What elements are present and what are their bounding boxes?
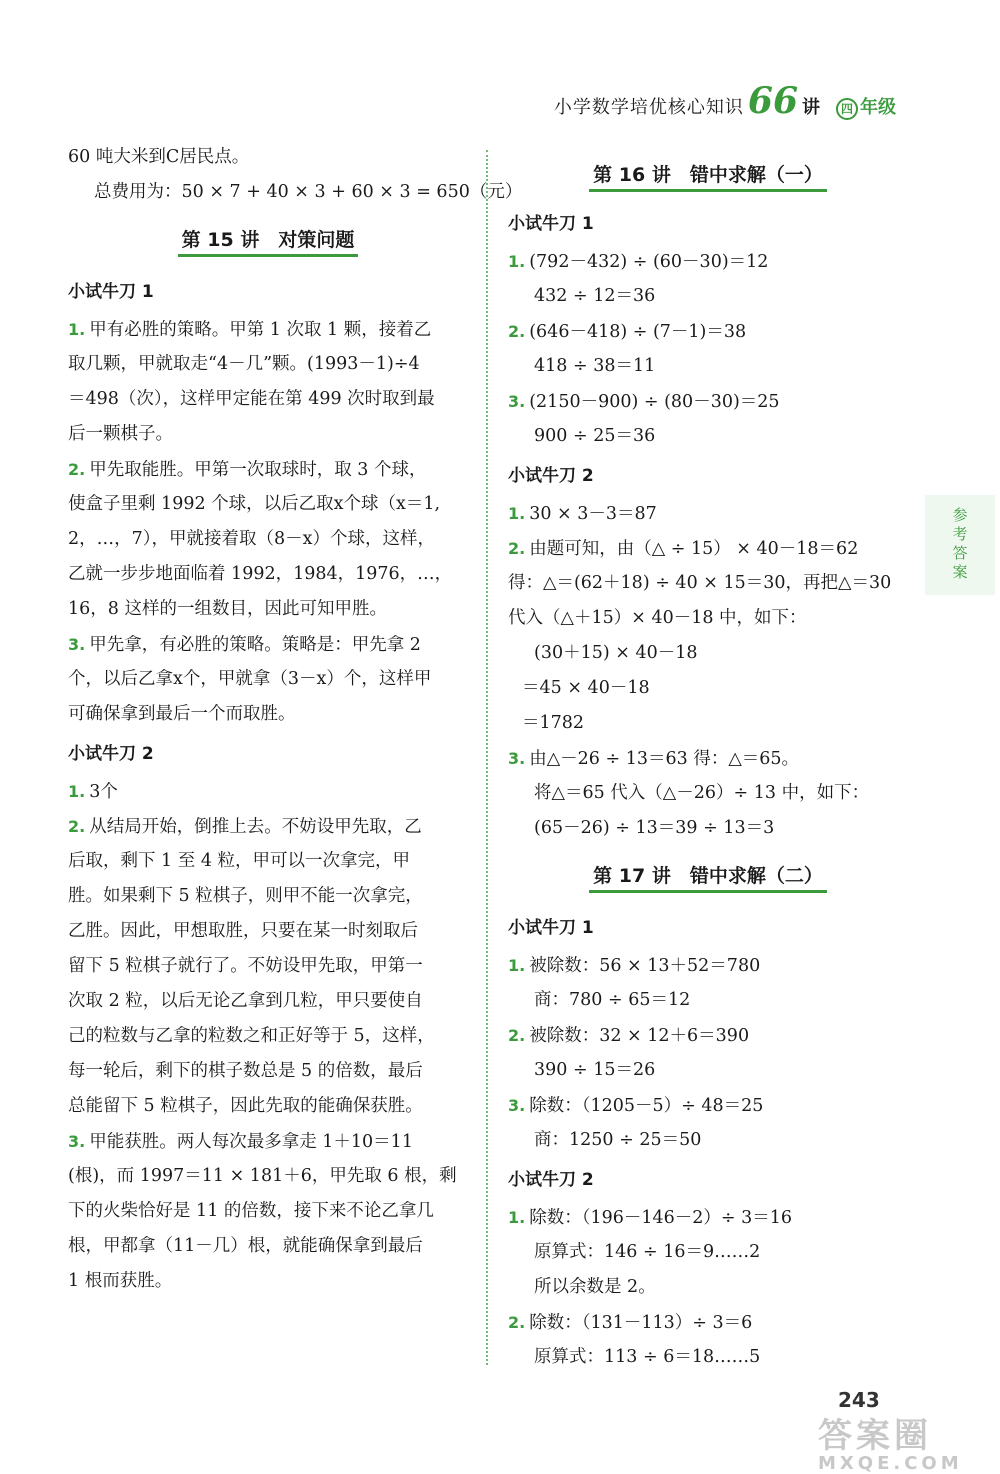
answer-text: 代入（△＋15）× 40－18 中，如下： [508, 608, 807, 628]
answer-text: (65－26) ÷ 13＝39 ÷ 13＝3 [534, 818, 775, 838]
intro-line: 总费用为：50 × 7 + 40 × 3 + 60 × 3 = 650（元） [94, 182, 523, 202]
answer-text: 每一轮后，剩下的棋子数总是 5 的倍数，最后 [68, 1061, 423, 1081]
answer-item [68, 312, 468, 452]
item-number: 2. [508, 322, 526, 341]
item-number: 1. [508, 504, 526, 523]
right-column [508, 140, 908, 1375]
side-tab-label: 参考答案 [950, 507, 969, 583]
page-number: 243 [838, 1388, 880, 1412]
watermark [818, 1408, 990, 1474]
answer-text: (646－418) ÷ (7－1)＝38 [529, 322, 747, 342]
answer-text: 胜。如果剩下 5 粒棋子，则甲不能一次拿完， [68, 886, 423, 906]
answer-text: 甲先取能胜。甲第一次取球时，取 3 个球， [89, 460, 427, 480]
answer-text: (2150－900) ÷ (80－30)＝25 [529, 392, 780, 412]
answer-text: 可确保拿到最后一个而取胜。 [68, 704, 296, 724]
lecture-15-title: 第 15 讲 对策问题 [178, 229, 359, 257]
answer-text: 甲能获胜。两人每次最多拿走 1＋10＝11 [89, 1132, 413, 1152]
column-divider [486, 150, 488, 1365]
answer-text: 己的粒数与乙拿的粒数之和正好等于 5，这样， [68, 1026, 435, 1046]
side-tab [925, 495, 995, 595]
book-number: 66 [747, 80, 798, 122]
answer-text: 900 ÷ 25＝36 [534, 426, 656, 446]
item-number: 1. [508, 252, 526, 271]
answer-text: 30 × 3－3＝87 [529, 504, 657, 524]
answer-text: 原算式：113 ÷ 6＝18……5 [534, 1347, 761, 1367]
answer-text: 1 根而获胜。 [68, 1271, 173, 1291]
item-number: 1. [508, 1208, 526, 1227]
answer-text: 个，以后乙拿x个，甲就拿（3－x）个，这样甲 [68, 669, 432, 689]
answer-text: (根)，而 1997＝11 × 181＋6，甲先取 6 根，剩 [68, 1166, 457, 1186]
answer-text: 原算式：146 ÷ 16＝9……2 [534, 1242, 761, 1262]
answer-text: 后取，剩下 1 至 4 粒，甲可以一次拿完，甲 [68, 851, 411, 871]
lecture-17-title: 第 17 讲 错中求解（二） [589, 865, 827, 893]
answer-text: 使盒子里剩 1992 个球，以后乙取x个球（x＝1, [68, 494, 441, 514]
answer-text: 得：△＝(62＋18) ÷ 40 × 15＝30，再把△＝30 [508, 573, 892, 593]
answer-text: 从结局开始，倒推上去。不妨设甲先取，乙 [89, 817, 422, 837]
answer-text: 留下 5 粒棋子就行了。不妨设甲先取，甲第一 [68, 956, 423, 976]
answer-text: 2，…，7），甲就接着取（8－x）个球，这样， [68, 529, 436, 549]
item-number: 1. [68, 782, 86, 801]
watermark-line: 答案圈 [818, 1416, 932, 1456]
intro-line: 60 吨大米到C居民点。 [68, 147, 250, 167]
grade-label: 年级 [860, 97, 896, 118]
answer-text: 后一颗棋子。 [68, 424, 173, 444]
answer-text: 次取 2 粒，以后无论乙拿到几粒，甲只要使自 [68, 991, 423, 1011]
answer-text: 商：1250 ÷ 25＝50 [534, 1130, 702, 1150]
item-number: 2. [508, 539, 526, 558]
left-column [68, 140, 523, 1299]
section-title: 小试牛刀 2 [68, 744, 154, 764]
answer-text: 3个 [89, 782, 118, 802]
item-number: 2. [68, 460, 86, 479]
item-number: 3. [68, 635, 86, 654]
answer-text: ＝1782 [522, 713, 585, 733]
item-number: 3. [508, 1096, 526, 1115]
running-header [554, 80, 896, 120]
answer-item [68, 452, 468, 627]
answer-text: ＝498（次），这样甲定能在第 499 次时取到最 [68, 389, 435, 409]
answer-text: 被除数：56 × 13＋52＝780 [529, 956, 761, 976]
answer-text: ＝45 × 40－18 [522, 678, 650, 698]
item-number: 3. [508, 749, 526, 768]
section-title: 小试牛刀 1 [508, 918, 594, 938]
answer-item [68, 1124, 468, 1299]
answer-text: 390 ÷ 15＝26 [534, 1060, 656, 1080]
item-number: 2. [508, 1313, 526, 1332]
answer-text: 所以余数是 2。 [534, 1277, 656, 1297]
book-title: 小学数学培优核心知识 [553, 97, 744, 118]
answer-text: 乙就一步步地面临着 1992，1984，1976，…， [68, 564, 453, 584]
section-title: 小试牛刀 2 [508, 466, 594, 486]
section-title: 小试牛刀 1 [68, 282, 154, 302]
item-number: 3. [68, 1132, 86, 1151]
grade-badge: 四 [836, 98, 858, 120]
grade-label-wrap [836, 93, 896, 120]
answer-text: 根，甲都拿（11－几）根，就能确保拿到最后 [68, 1236, 423, 1256]
answer-item [68, 809, 468, 1124]
item-number: 2. [68, 817, 86, 836]
section-title: 小试牛刀 1 [508, 214, 594, 234]
answer-item [68, 627, 468, 732]
lecture-16-title: 第 16 讲 错中求解（一） [589, 164, 827, 192]
item-number: 3. [508, 392, 526, 411]
answer-text: 被除数：32 × 12＋6＝390 [529, 1026, 750, 1046]
answer-text: 由题可知，由（△ ÷ 15） × 40－18＝62 [529, 539, 859, 559]
answer-text: 除数：（196－146－2）÷ 3＝16 [529, 1208, 793, 1228]
answer-text: 16，8 这样的一组数目，因此可知甲胜。 [68, 599, 387, 619]
item-number: 1. [68, 320, 86, 339]
answer-text: 418 ÷ 38＝11 [534, 356, 656, 376]
answer-text: 由△－26 ÷ 13＝63 得：△＝65。 [529, 749, 800, 769]
lecture-title [508, 140, 908, 202]
lecture-title [68, 210, 468, 270]
answer-text: (792－432) ÷ (60－30)＝12 [529, 252, 769, 272]
answer-text: 除数：（131－113）÷ 3＝6 [529, 1313, 753, 1333]
lecture-title [508, 846, 908, 906]
answer-text: 将△＝65 代入（△－26）÷ 13 中，如下： [534, 783, 870, 803]
answer-text: 乙胜。因此，甲想取胜，只要在某一时刻取后 [68, 921, 418, 941]
answer-text: 取几颗，甲就取走“4－几”颗。(1993－1)÷4 [68, 354, 420, 374]
answer-text: 下的火柴恰好是 11 的倍数，接下来不论乙拿几 [68, 1201, 434, 1221]
answer-text: 商：780 ÷ 65＝12 [534, 990, 691, 1010]
answer-text: 甲先拿，有必胜的策略。策略是：甲先拿 2 [89, 635, 421, 655]
answer-text: 432 ÷ 12＝36 [534, 286, 656, 306]
watermark-line: MXQE.COM [818, 1453, 963, 1474]
item-number: 2. [508, 1026, 526, 1045]
item-number: 1. [508, 956, 526, 975]
section-title: 小试牛刀 2 [508, 1170, 594, 1190]
answer-text: (30＋15) × 40－18 [534, 643, 698, 663]
answer-text: 甲有必胜的策略。甲第 1 次取 1 颗，接着乙 [89, 320, 432, 340]
answer-text: 总能留下 5 粒棋子，因此先取的能确保获胜。 [68, 1096, 423, 1116]
book-suffix: 讲 [802, 97, 820, 118]
answer-text: 除数：（1205－5）÷ 48＝25 [529, 1096, 764, 1116]
